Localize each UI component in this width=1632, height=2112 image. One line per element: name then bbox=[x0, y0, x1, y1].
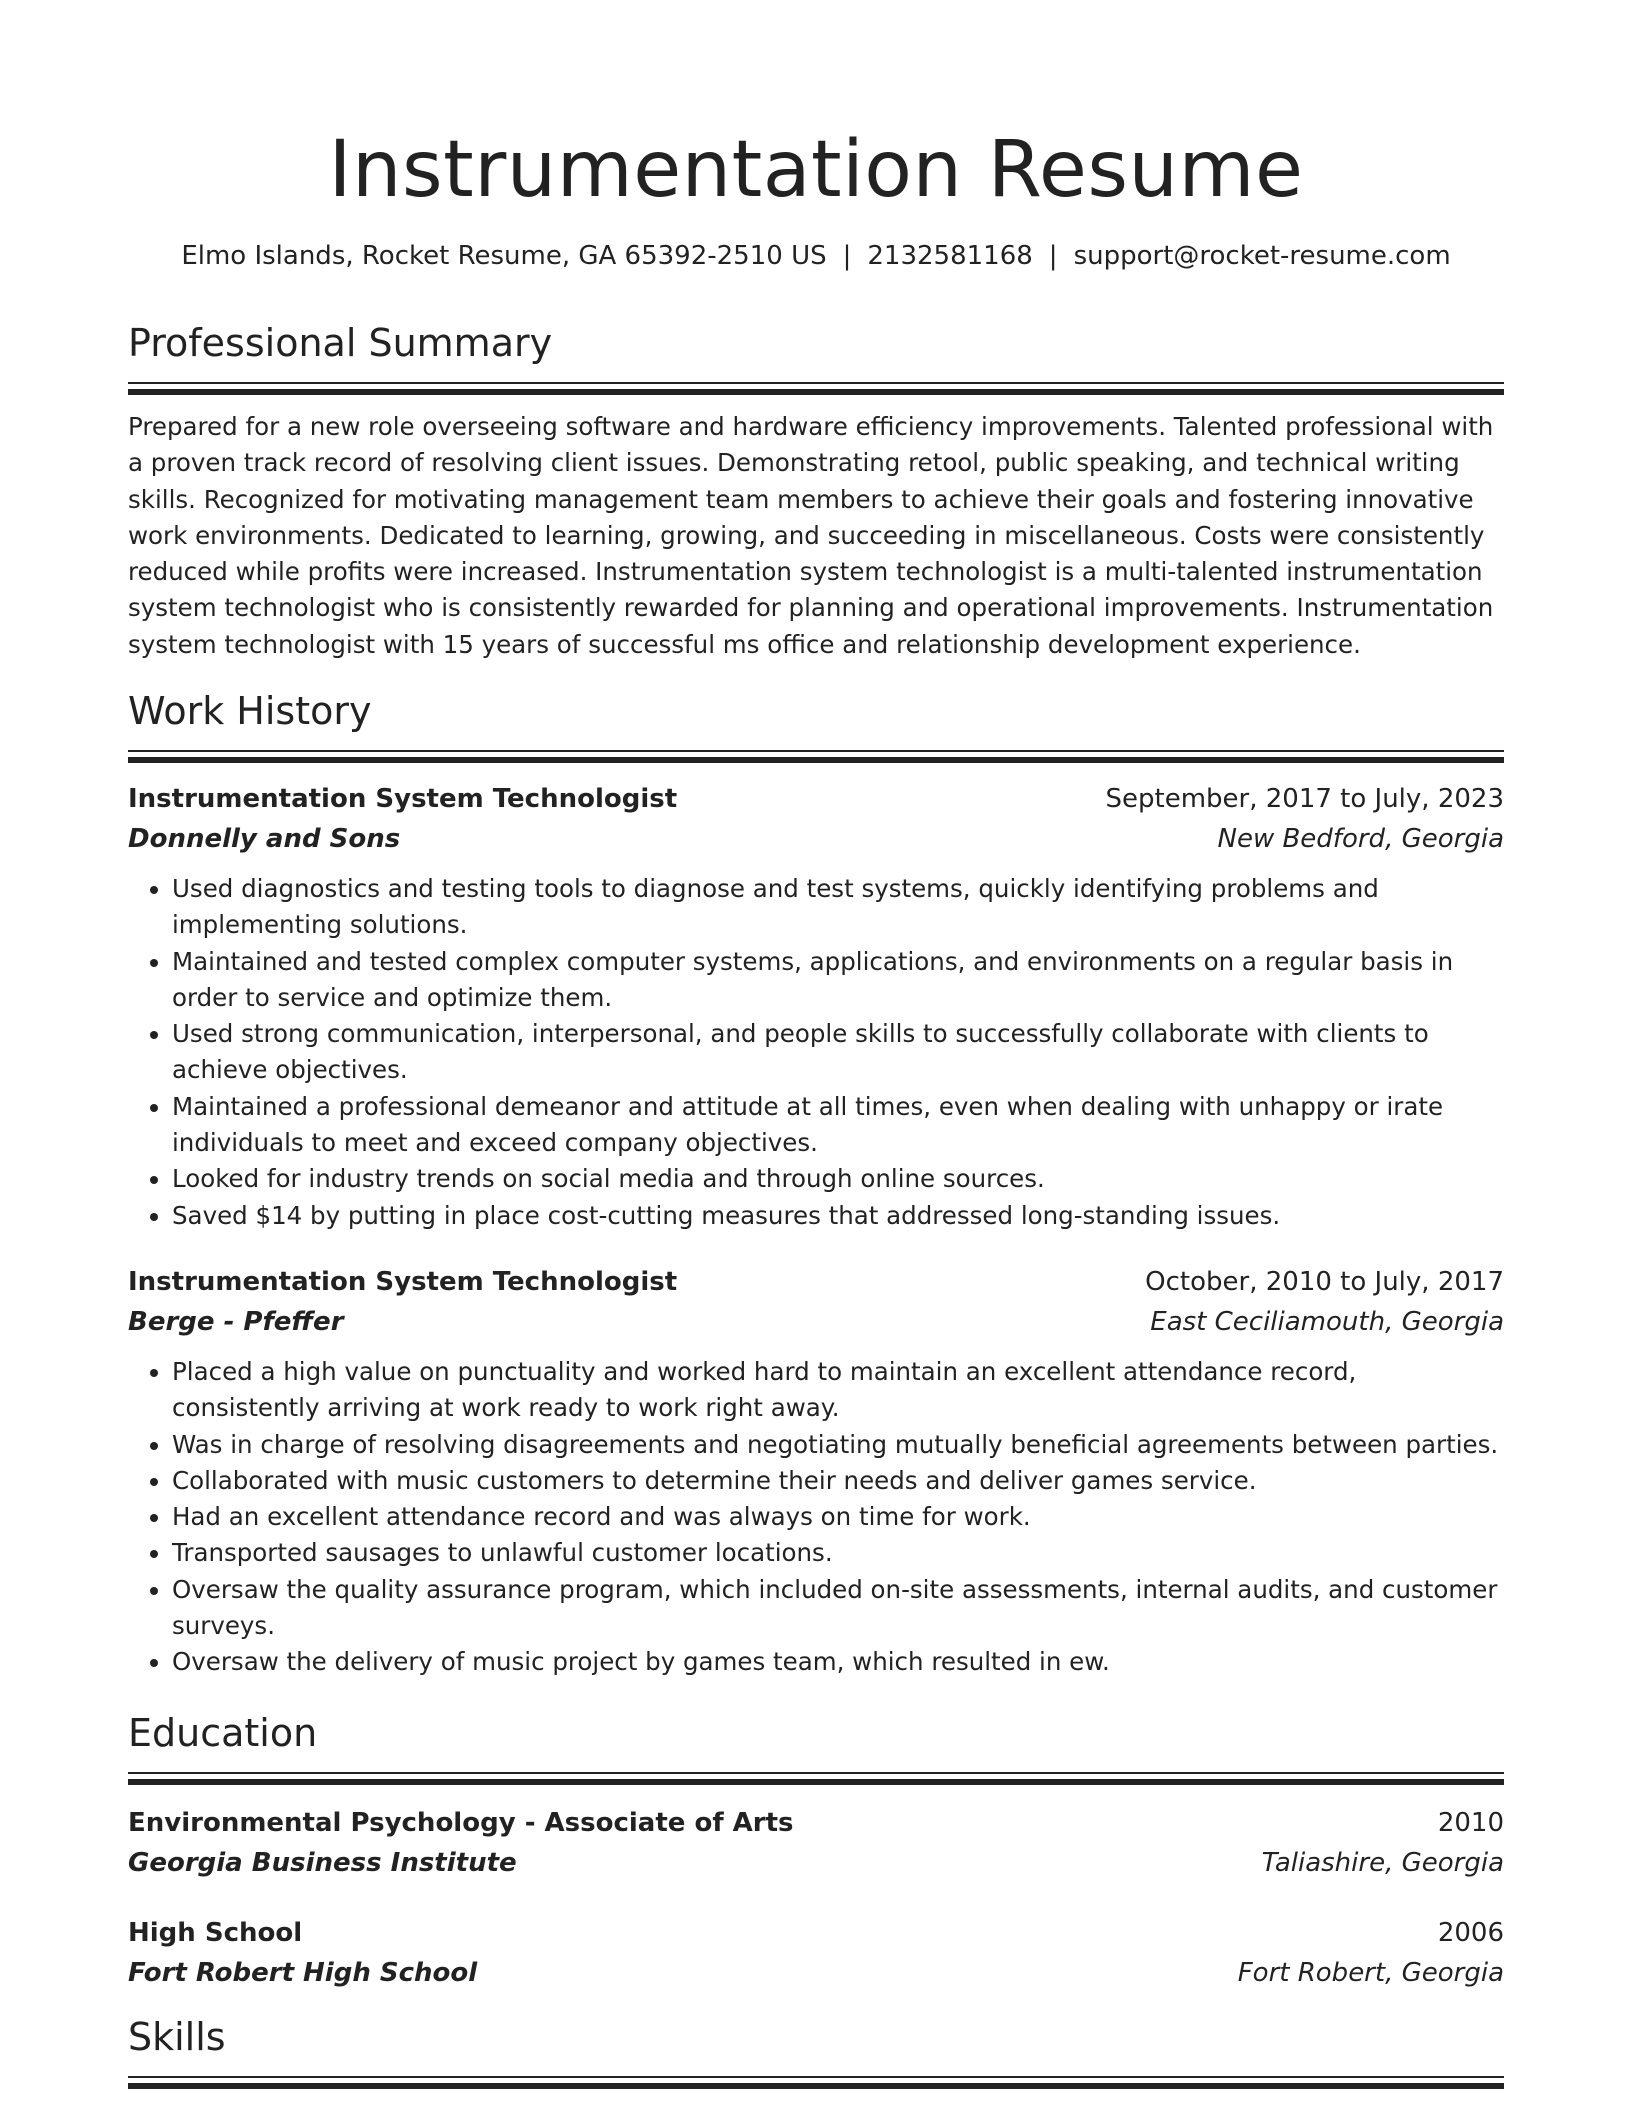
education-year: 2010 bbox=[1437, 1808, 1504, 1838]
contact-separator: | bbox=[842, 241, 852, 271]
job-bullet: • Maintained a professional demeanor and attitude at all times, even when dealing with unhappy or irate individuals to meet and exceed company objectives. bbox=[172, 1089, 1504, 1162]
section-divider-thick bbox=[128, 757, 1504, 763]
job-bullets bbox=[128, 1354, 1504, 1681]
job-header bbox=[128, 1262, 1504, 1302]
section-divider-thick bbox=[128, 389, 1504, 395]
job-entry bbox=[128, 1262, 1504, 1681]
section-divider bbox=[128, 1772, 1504, 1774]
summary-heading: Professional Summary bbox=[128, 321, 553, 365]
education-location: Taliashire, Georgia bbox=[1261, 1848, 1504, 1878]
contact-address: Elmo Islands, Rocket Resume, GA 65392-2510 US bbox=[181, 241, 827, 271]
job-bullet: • Collaborated with music customers to determine their needs and deliver games service. bbox=[172, 1463, 1504, 1499]
job-title: Instrumentation System Technologist bbox=[128, 784, 678, 814]
section-divider-thick bbox=[128, 2083, 1504, 2089]
contact-email: support@rocket-resume.com bbox=[1073, 241, 1451, 271]
job-bullets bbox=[128, 871, 1504, 1234]
job-dates: October, 2010 to July, 2017 bbox=[1145, 1266, 1504, 1297]
contact-separator: | bbox=[1048, 241, 1058, 271]
job-entry bbox=[128, 779, 1504, 1234]
section-divider bbox=[128, 750, 1504, 752]
summary-text: Prepared for a new role overseeing software and hardware efficiency improvements. Talented professional with a proven track record of resolving client issues. Demonstrating retool, public speaking, and technical writing skills. Recognized for motivating management team members to achieve their goals and fostering innovative work environments. Dedicated to learning, growing, and succeeding in miscellaneous. Costs were consistently reduced while profits were increased. Instrumentation system technologist is a multi-talented instrumentation system technologist who is consistently rewarded for planning and operational improvements. Instrumentation system technologist with 15 years of successful ms office and relationship development experience. bbox=[128, 412, 1494, 659]
job-bullet: • Used diagnostics and testing tools to diagnose and test systems, quickly identifying problems and implementing solutions. bbox=[172, 871, 1504, 944]
section-divider bbox=[128, 2076, 1504, 2078]
work-history-section bbox=[128, 686, 1504, 1681]
job-company: Donnelly and Sons bbox=[128, 824, 401, 854]
summary-section bbox=[128, 318, 1504, 663]
contact-line bbox=[128, 238, 1504, 274]
skills-heading: Skills bbox=[128, 2015, 226, 2059]
education-header bbox=[128, 1913, 1504, 1953]
job-bullet: • Looked for industry trends on social media and through online sources. bbox=[172, 1161, 1504, 1197]
job-bullet: • Was in charge of resolving disagreements and negotiating mutually beneficial agreements between parties. bbox=[172, 1427, 1504, 1463]
job-bullet: • Used strong communication, interpersonal, and people skills to successfully collaborate with clients to achieve objectives. bbox=[172, 1016, 1504, 1089]
job-title: Instrumentation System Technologist bbox=[128, 1266, 678, 1297]
job-bullet: • Had an excellent attendance record and was always on time for work. bbox=[172, 1499, 1504, 1535]
education-entry bbox=[128, 1913, 1504, 1993]
education-header bbox=[128, 1803, 1504, 1843]
job-bullet: • Transported sausages to unlawful customer locations. bbox=[172, 1535, 1504, 1571]
job-bullet: • Placed a high value on punctuality and worked hard to maintain an excellent attendance record, consistently arriving at work ready to work right away. bbox=[172, 1354, 1504, 1427]
education-school: Fort Robert High School bbox=[128, 1958, 478, 1988]
education-heading: Education bbox=[128, 1711, 318, 1755]
job-header bbox=[128, 779, 1504, 819]
education-school: Georgia Business Institute bbox=[128, 1848, 517, 1878]
job-subheader bbox=[128, 819, 1504, 859]
education-subheader bbox=[128, 1843, 1504, 1883]
contact-phone: 2132581168 bbox=[867, 241, 1033, 271]
job-location: East Ceciliamouth, Georgia bbox=[1150, 1306, 1504, 1337]
education-subheader bbox=[128, 1953, 1504, 1993]
job-bullet: • Oversaw the quality assurance program, which included on-site assessments, internal audits, and customer surveys. bbox=[172, 1572, 1504, 1645]
section-divider bbox=[128, 382, 1504, 384]
education-section bbox=[128, 1708, 1504, 1993]
job-bullet: • Maintained and tested complex computer systems, applications, and environments on a regular basis in order to service and optimize them. bbox=[172, 944, 1504, 1017]
skills-section bbox=[128, 2012, 1504, 2089]
section-divider-thick bbox=[128, 1779, 1504, 1785]
education-entry bbox=[128, 1803, 1504, 1883]
resume-title: Instrumentation Resume bbox=[328, 125, 1304, 215]
job-company: Berge - Pfeffer bbox=[128, 1306, 344, 1337]
education-degree: High School bbox=[128, 1918, 303, 1948]
job-bullet: • Oversaw the delivery of music project by games team, which resulted in ew. bbox=[172, 1644, 1504, 1680]
work-history-heading: Work History bbox=[128, 689, 372, 733]
education-year: 2006 bbox=[1437, 1918, 1504, 1948]
job-subheader bbox=[128, 1302, 1504, 1342]
job-bullet: • Saved $14 by putting in place cost-cutting measures that addressed long-standing issues. bbox=[172, 1198, 1504, 1234]
education-degree: Environmental Psychology - Associate of Arts bbox=[128, 1808, 794, 1838]
job-dates: September, 2017 to July, 2023 bbox=[1105, 784, 1504, 814]
job-location: New Bedford, Georgia bbox=[1217, 824, 1504, 854]
education-location: Fort Robert, Georgia bbox=[1237, 1958, 1504, 1988]
